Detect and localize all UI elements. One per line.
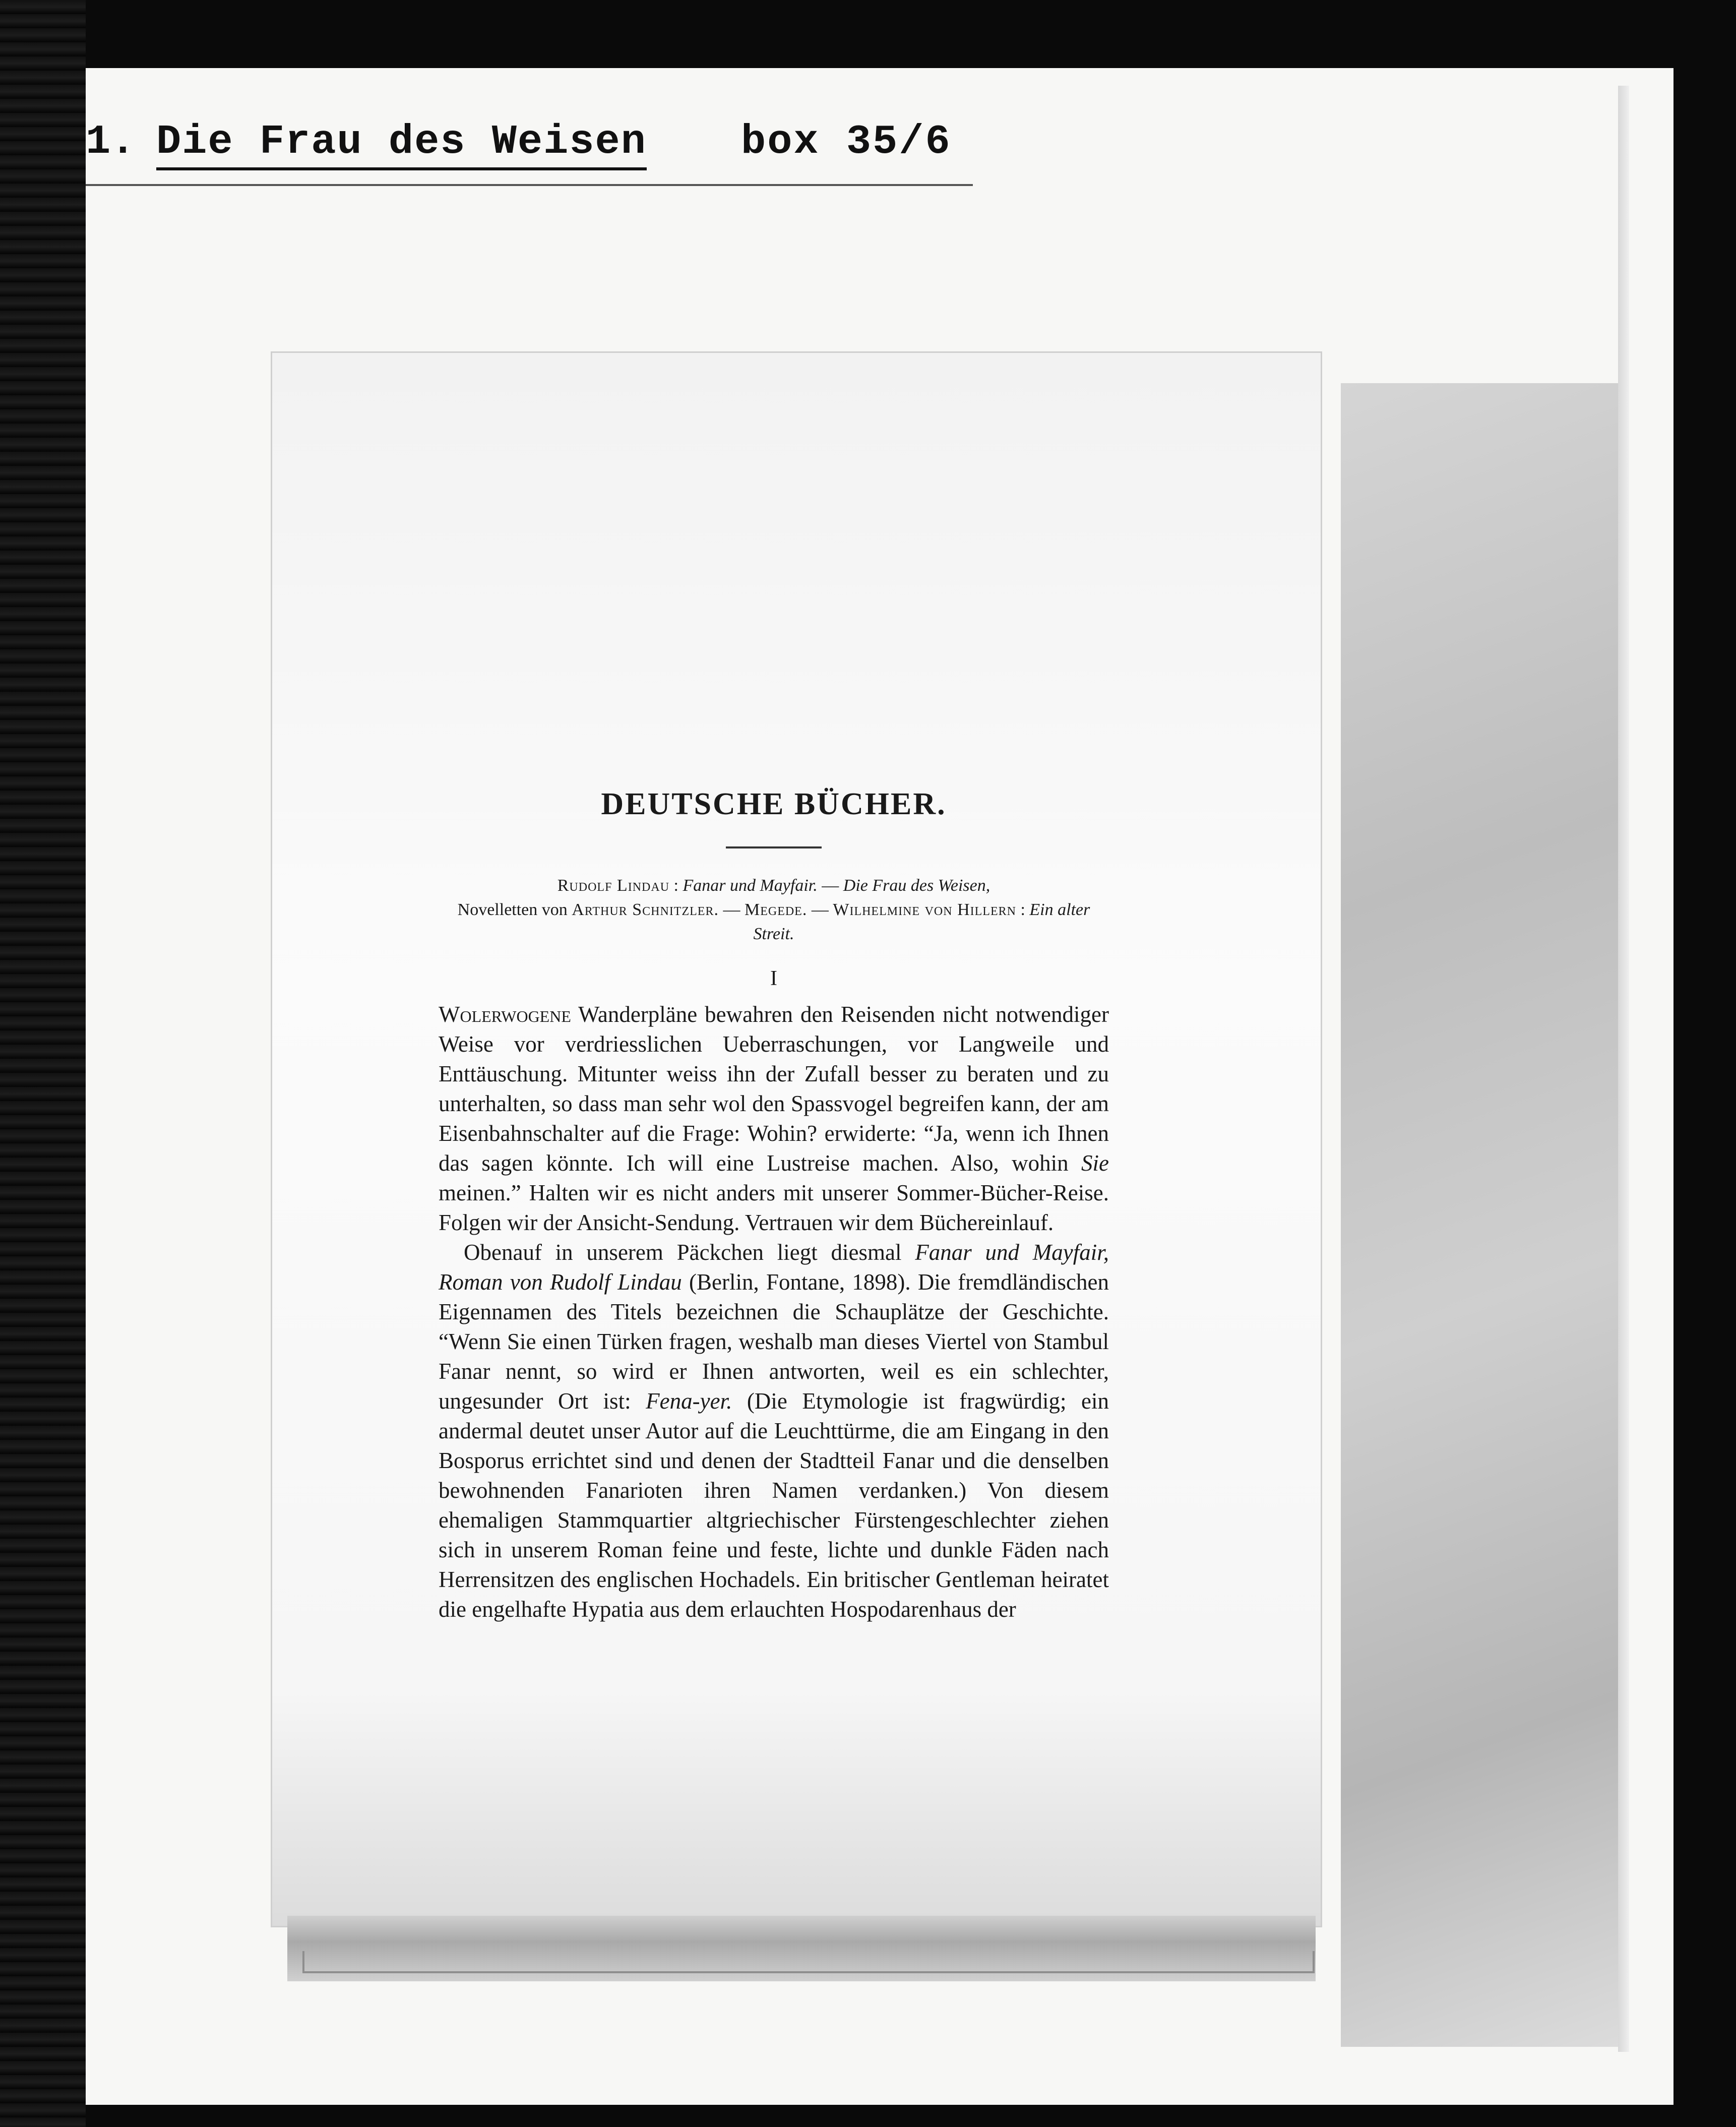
subhead-sep: : (1016, 900, 1030, 919)
film-border (0, 0, 86, 2127)
subhead-title-streit: Ein alter Streit. (753, 900, 1090, 943)
paragraph-emphasis: Fena-yer. (646, 1388, 732, 1414)
paragraph-emphasis: Fanar und Mayfair, Roman von Rudolf Lindau (439, 1240, 1109, 1295)
heading-divider (726, 846, 822, 848)
article-heading: DEUTSCHE BÜCHER. (601, 787, 947, 821)
archive-label (86, 113, 973, 189)
subhead-dash: — (718, 900, 745, 919)
paragraph-2 (439, 1238, 1109, 1624)
article-subhead (439, 874, 1109, 946)
subhead-text: Novelletten von (457, 900, 572, 919)
paragraph-emphasis: Sie (1081, 1150, 1109, 1176)
paragraph-text: meinen.” Halten wir es nicht anders mit unserer Sommer-Bücher-Reise. Folgen wir der Ansicht-Sendung. Vertrauen wir dem Büchereinlauf. (439, 1180, 1109, 1235)
label-divider (86, 184, 973, 186)
paragraph-text: (Die Etymologie ist fragwürdig; ein andermal deutet unser Autor auf die Leuchttürme, die am Eingang in den Bosporus errichtet sind und denen der Stadtteil Fanar und die denselben bewohnenden Fanarioten ihren Namen verdanken.) Von diesem ehemaligen Stammquartier altgriechischer Fürstengeschlechter ziehen sich in unserem Roman feine und feste, lichte und dunkle Fäden nach Herrensitzen des englischen Hochadels. Ein britischer Gentleman heiratet die engelhafte Hypatia aus dem erlauchten Hospodarenhaus der (439, 1388, 1109, 1622)
subhead-dash: — (817, 876, 843, 895)
paragraph-1 (439, 1000, 1109, 1238)
subhead-author-hillern: Wilhelmine von Hillern (833, 900, 1016, 919)
subhead-dash: — (807, 900, 833, 919)
page-bottom-edge-line (302, 1951, 1315, 1973)
article (439, 786, 1109, 1624)
label-number: 1. (86, 118, 136, 165)
paragraph-text: (Berlin, Fontane, 1898). Die fremdländischen Eigennamen des Titels bezeichnen die Schauplätze der Geschichte. “Wenn Sie einen Türken fragen, weshalb man dieses Viertel von Stambul Fanar nennt, so wird er Ihnen antworten, weil es ein schlechter, ungesunder Ort ist: (439, 1269, 1109, 1414)
subhead-author-schnitzler: Arthur Schnitzler. (572, 900, 719, 919)
section-number: I (770, 967, 777, 990)
label-title: Die Frau des Weisen (156, 118, 647, 170)
label-box: box 35/6 (741, 118, 952, 165)
subhead-title-frau: Die Frau des Weisen, (843, 876, 990, 895)
folder-edge (1618, 86, 1629, 2052)
paragraph-text: Obenauf in unserem Päckchen liegt diesmal (464, 1240, 915, 1265)
folder-underlay (1341, 383, 1623, 2047)
drop-lead: Wolerwogene (439, 1002, 571, 1027)
subhead-author-megede: Megede. (744, 900, 808, 919)
paragraph-text: Wanderpläne bewahren den Reisenden nicht notwendiger Weise vor verdriesslichen Ueberraschungen, vor Langweile und Enttäuschung. Mitunter weiss ihn der Zufall besser zu beraten und zu unterhalten, so dass man sehr wol den Spassvogel begreifen kann, der am Eisenbahnschalter auf die Frage: Wohin? erwiderte: “Ja, wenn ich Ihnen das sagen könnte. Ich will eine Lustreise machen. Also, wohin (439, 1002, 1109, 1176)
subhead-title-fanar: Fanar und Mayfair. (683, 876, 818, 895)
subhead-author-lindau: Rudolf Lindau (557, 876, 670, 895)
subhead-sep: : (669, 876, 683, 895)
